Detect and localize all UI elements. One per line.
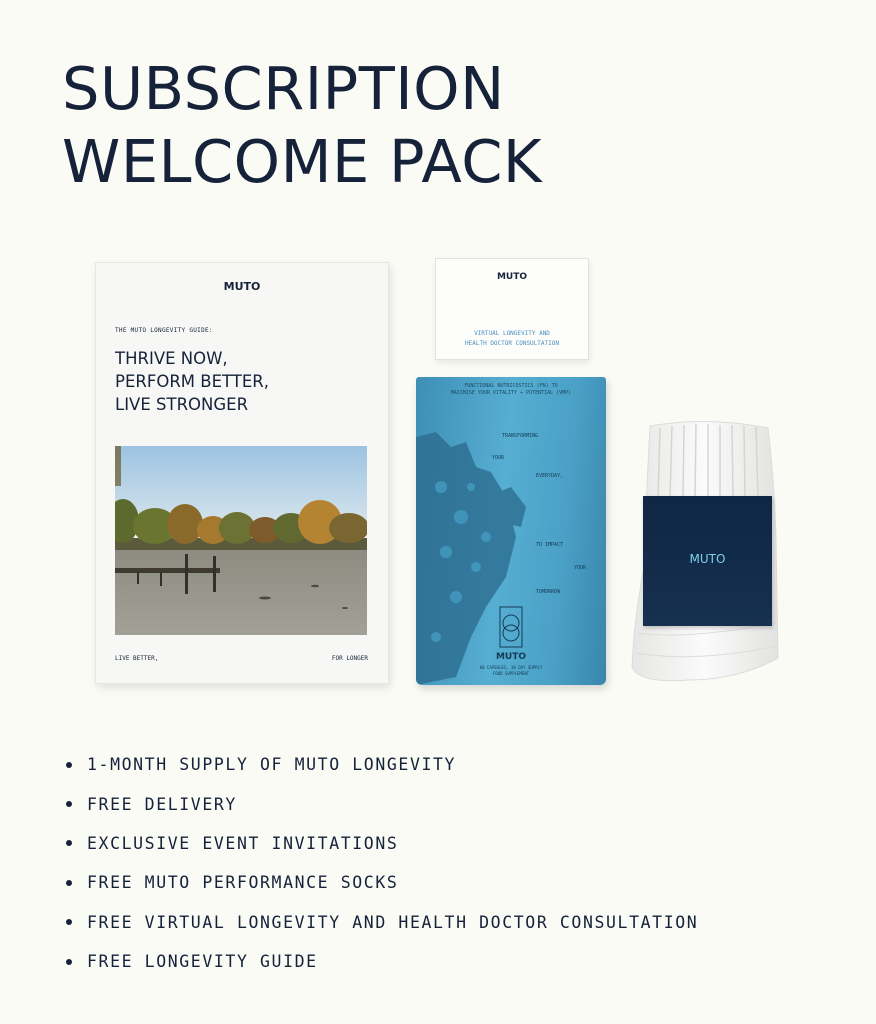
consultation-card	[435, 258, 589, 360]
socks-brand-logo: MUTO	[689, 552, 726, 566]
supplement-pouch	[416, 377, 606, 685]
list-item	[66, 903, 698, 942]
list-item-label: FREE DELIVERY	[87, 794, 237, 814]
guide-brand-logo: MUTO	[223, 280, 261, 293]
pouch-copy-line: TRANSFORMING	[502, 433, 539, 439]
guide-eyebrow: THE MUTO LONGEVITY GUIDE:	[115, 327, 213, 334]
bullet-icon	[66, 919, 72, 925]
bullet-icon	[66, 959, 72, 965]
guide-headline-line: PERFORM BETTER,	[115, 372, 270, 391]
title-line-2: WELCOME PACK	[62, 127, 543, 196]
list-item	[66, 745, 698, 784]
list-item	[66, 863, 698, 902]
guide-headline-line: LIVE STRONGER	[115, 395, 249, 414]
pouch-brand-logo: MUTO	[495, 652, 527, 662]
pouch-bottom-text-line: FOOD SUPPLEMENT	[492, 671, 530, 676]
title-line-1: SUBSCRIPTION	[62, 54, 505, 123]
pouch-copy-line: YOUR	[574, 565, 587, 571]
list-item-label: EXCLUSIVE EVENT INVITATIONS	[87, 833, 399, 853]
list-item-label: FREE LONGEVITY GUIDE	[87, 952, 318, 972]
pouch-bottom-text-line: 60 CAPSULES, 30 DAY SUPPLY	[479, 665, 543, 670]
list-item	[66, 942, 698, 981]
page-title	[62, 52, 542, 198]
list-item	[66, 784, 698, 823]
feature-list	[66, 745, 698, 981]
pouch-top-text-line: FUNCTIONAL NUTRICOSTICS (FN) TO	[464, 383, 558, 389]
guide-footer-right: FOR LONGER	[331, 655, 368, 662]
pouch-copy-line: YOUR	[492, 455, 505, 461]
lake-photo	[115, 446, 367, 635]
card-text-line: HEALTH DOCTOR CONSULTATION	[465, 340, 559, 347]
bullet-icon	[66, 840, 72, 846]
pouch-copy-line: TO IMPACT	[536, 542, 564, 548]
performance-socks	[628, 418, 784, 688]
pouch-bottom-text	[416, 665, 606, 677]
pouch-copy	[416, 377, 606, 685]
guide-headline-line: THRIVE NOW,	[115, 349, 228, 368]
list-item-label: 1-MONTH SUPPLY OF MUTO LONGEVITY	[87, 755, 457, 775]
card-text-line: VIRTUAL LONGEVITY AND	[474, 330, 550, 337]
bullet-icon	[66, 801, 72, 807]
bullet-icon	[66, 880, 72, 886]
longevity-guide-booklet	[95, 262, 389, 684]
pouch-copy-line: EVERYDAY,	[536, 473, 564, 479]
list-item-label: FREE MUTO PERFORMANCE SOCKS	[87, 873, 399, 893]
bullet-icon	[66, 762, 72, 768]
guide-footer-left: LIVE BETTER,	[115, 655, 159, 662]
list-item	[66, 824, 698, 863]
card-brand-logo: MUTO	[496, 272, 528, 282]
list-item-label: FREE VIRTUAL LONGEVITY AND HEALTH DOCTOR CONSULTATION	[87, 912, 699, 932]
card-text	[442, 329, 582, 349]
pouch-copy-line: TOMORROW	[536, 589, 561, 595]
pouch-top-text-line: MAXIMISE YOUR VITALITY + POTENTIAL (VMP)	[450, 390, 572, 396]
guide-headline	[115, 347, 269, 416]
